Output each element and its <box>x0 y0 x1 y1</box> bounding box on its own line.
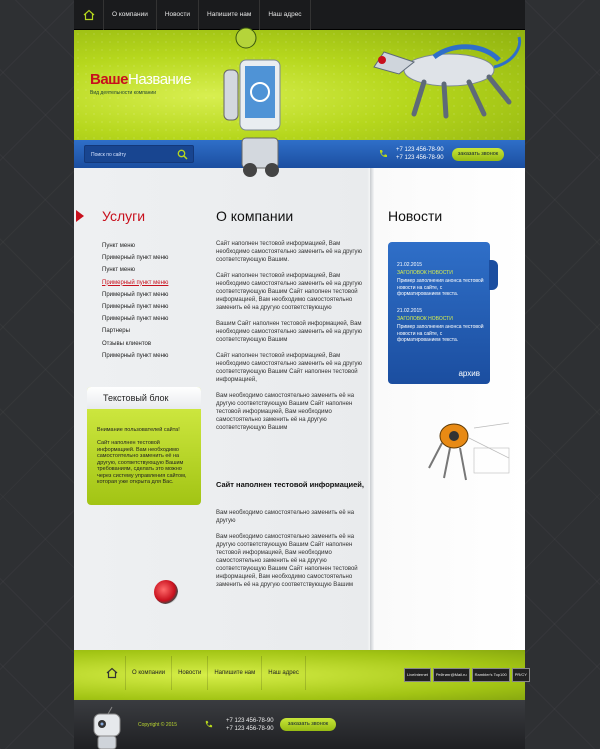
robot-panther-illustration <box>354 32 524 122</box>
nav-about[interactable]: О компании <box>104 0 157 30</box>
about-paragraph: Сайт наполнен тестовой информацией, Вам необходимо самостоятельно заменить её на другую соответствующую Вашим Сайт наполнен тестовой информацией, <box>216 353 363 383</box>
nav-address[interactable]: Наш адрес <box>260 0 310 30</box>
footer-phone-1: +7 123 456-78-90 <box>226 718 274 724</box>
news-date: 21.02.2015 <box>397 262 423 268</box>
about-paragraph: Вам необходимо самостоятельно заменить её на другую <box>216 510 355 524</box>
services-item[interactable]: Примерный пункт меню <box>102 316 169 323</box>
news-headline-link[interactable]: ЗАГОЛОВОК НОВОСТИ <box>397 316 453 322</box>
footer-phone-2: +7 123 456-78-90 <box>226 726 274 732</box>
about-title: О компании <box>216 208 294 224</box>
footer-phones <box>226 717 274 733</box>
footer-nav-about[interactable]: О компании <box>126 656 172 690</box>
counter-badge[interactable]: LiveInternet <box>404 668 431 682</box>
about-paragraph: Вам необходимо самостоятельно заменить её на другую соответствующую Вашим Сайт наполнен тестовой информацией, Вам необходимо самостоятельно заменить её на другую соответствующую Вашим Сайт наполнен тестовой информацией, Вам необходимо самостоятельно заменить её на другую соответствующую Вашим <box>216 534 358 588</box>
about-paragraph: Вам необходимо самостоятельно заменить её на другую соответствующую Вашим Сайт наполнен тестовой информацией, Вам необходимо самостоятельно заменить её на другую соответствующую Вашим <box>216 393 355 431</box>
red-orb-decoration <box>154 580 178 604</box>
column-separator <box>370 168 374 650</box>
footer-home-link[interactable] <box>98 656 126 690</box>
home-icon <box>83 9 95 21</box>
news-box <box>388 242 490 384</box>
services-item-active[interactable]: Примерный пункт меню <box>102 279 169 286</box>
counters <box>404 668 530 682</box>
news-box-tab <box>489 260 498 290</box>
top-nav <box>74 0 525 30</box>
news-title: Новости <box>388 208 443 224</box>
services-item-reviews[interactable]: Отзывы клиентов <box>102 340 152 347</box>
robot-head-illustration <box>88 706 128 749</box>
logo-part2: Название <box>128 71 192 88</box>
about-paragraph: Сайт наполнен тестовой информацией, Вам необходимо самостоятельно заменить её на другую соответствующую Вашим Сайт наполнен тестовой информацией, Вам необходимо самостоятельно заменить её на другую соответствующую <box>216 273 363 311</box>
services-item[interactable]: Пункт меню <box>102 243 136 249</box>
services-title: Услуги <box>102 208 146 224</box>
home-link[interactable] <box>74 0 104 30</box>
site-tagline: Вид деятельности компании <box>90 90 157 96</box>
services-item[interactable]: Примерный пункт меню <box>102 255 169 262</box>
robot-bug-illustration <box>414 408 514 488</box>
header-phone-2: +7 123 456-78-90 <box>396 155 444 161</box>
header-phone-1: +7 123 456-78-90 <box>396 147 444 153</box>
news-date: 21.02.2015 <box>397 308 423 314</box>
copyright: Copyright © 2015 <box>138 722 177 728</box>
footer-call-request-button[interactable]: заказать звонок <box>280 718 336 731</box>
phone-icon <box>378 149 388 159</box>
footer-nav-contact[interactable]: Напишите нам <box>208 656 262 690</box>
logo-part1: Ваше <box>90 71 129 88</box>
text-block <box>87 387 201 505</box>
news-headline-link[interactable]: ЗАГОЛОВОК НОВОСТИ <box>397 270 453 276</box>
about-text <box>216 240 364 440</box>
search-input[interactable] <box>91 149 171 160</box>
search-icon[interactable] <box>177 149 188 160</box>
phone-icon <box>204 720 213 729</box>
services-item[interactable]: Примерный пункт меню <box>102 352 169 359</box>
news-archive-link[interactable]: архив <box>458 369 480 378</box>
text-block-subtitle: Внимание пользователей сайта! <box>97 427 180 433</box>
footer-nav-address[interactable]: Наш адрес <box>262 656 306 690</box>
services-item[interactable]: Пункт меню <box>102 267 136 274</box>
text-block-title: Текстовый блок <box>103 393 169 403</box>
counter-badge[interactable]: PR/CY <box>512 668 530 682</box>
footer-nav <box>98 656 306 690</box>
page <box>74 0 525 749</box>
nav-news[interactable]: Новости <box>157 0 199 30</box>
news-excerpt: Пример заполнения анонса тестовой новости на сайте, с форматированием текста. <box>397 278 484 297</box>
footer-nav-news[interactable]: Новости <box>172 656 208 690</box>
search-box <box>84 145 194 163</box>
about-subtitle: Сайт наполнен тестовой информацией, <box>216 480 364 489</box>
home-icon <box>106 667 118 679</box>
services-item[interactable]: Примерный пункт меню <box>102 303 169 310</box>
about-text-2 <box>216 509 364 589</box>
about-paragraph: Вашим Сайт наполнен тестовой информацией, Вам необходимо самостоятельно заменить её на другую соответствующую Вашим <box>216 321 363 343</box>
counter-badge[interactable]: Rambler's Top100 <box>472 668 510 682</box>
counter-badge[interactable]: Рейтинг@Mail.ru <box>433 668 470 682</box>
text-block-body: Сайт наполнен тестовой информацией. Вам необходимо самостоятельно заменить её на другую, соответствующую Вашим требованиям, сделать это можно через систему управления сайтом, которая уже открыта для Вас. <box>97 440 187 485</box>
nav-contact[interactable]: Напишите нам <box>199 0 260 30</box>
header-phones <box>396 146 444 162</box>
services-item-partners[interactable]: Партнеры <box>102 328 130 335</box>
services-menu <box>102 240 168 362</box>
site-logo[interactable] <box>90 71 191 88</box>
about-paragraph: Сайт наполнен тестовой информацией, Вам необходимо самостоятельно заменить её на другую соответствующую Вашим. <box>216 241 363 263</box>
news-excerpt: Пример заполнения анонса тестовой новости на сайте, с форматированием текста. <box>397 324 484 343</box>
robot-with-phone-illustration <box>214 20 294 200</box>
header-banner <box>74 30 525 140</box>
call-request-button[interactable]: заказать звонок <box>452 148 504 161</box>
services-item[interactable]: Примерный пункт меню <box>102 291 169 298</box>
arrow-right-icon <box>76 210 84 222</box>
